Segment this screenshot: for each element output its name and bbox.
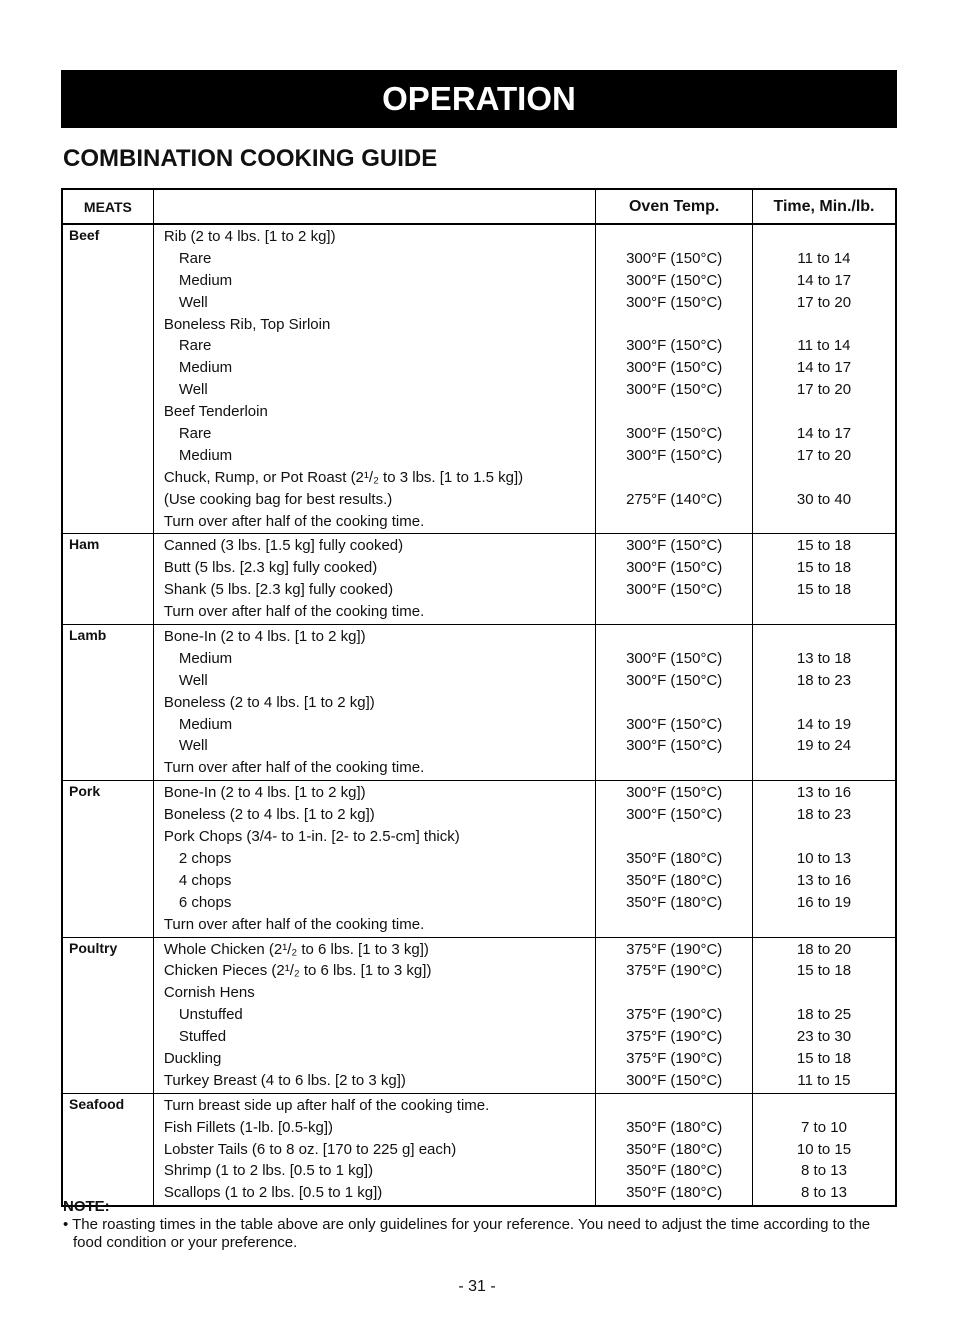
- time-value: 11 to 14: [797, 249, 851, 267]
- time-value: 10 to 13: [796, 849, 852, 867]
- time-value: [753, 626, 895, 648]
- time-value: [753, 314, 895, 336]
- item-line: Scallops (1 to 2 lbs. [0.5 to 1 kg]): [163, 1184, 383, 1202]
- item-line: Bone-In (2 to 4 lbs. [1 to 2 kg]): [163, 628, 366, 646]
- time-value: 17 to 20: [796, 381, 852, 399]
- item-line: Butt (5 lbs. [2.3 kg] fully cooked): [163, 559, 378, 577]
- item-line: Rare: [178, 249, 212, 267]
- oven-temp-value: 350°F (180°C): [626, 1140, 723, 1158]
- header-item: [153, 189, 596, 224]
- item-line: Well: [178, 671, 208, 689]
- temps-cell: [596, 1093, 753, 1206]
- table-header-row: [62, 189, 896, 224]
- oven-temp-value: [596, 1095, 752, 1117]
- time-value: [753, 1095, 895, 1117]
- item-line: Fish Fillets (1-lb. [0.5-kg]): [163, 1118, 334, 1136]
- items-cell: [153, 937, 596, 1093]
- oven-temp-value: 350°F (180°C): [626, 871, 723, 889]
- item-line: Turn over after half of the cooking time.: [163, 915, 425, 933]
- item-line: Whole Chicken (2¹/₂ to 6 lbs. [1 to 3 kg]): [163, 940, 429, 958]
- item-line: Turkey Breast (4 to 6 lbs. [2 to 3 kg]): [163, 1071, 406, 1089]
- table-row: [62, 781, 896, 937]
- item-line: Rare: [178, 425, 212, 443]
- time-value: 11 to 14: [797, 337, 851, 355]
- item-line: (Use cooking bag for best results.): [163, 490, 393, 508]
- oven-temp-value: 300°F (150°C): [626, 425, 723, 443]
- item-line: Cornish Hens: [163, 984, 255, 1002]
- item-line: 6 chops: [178, 893, 232, 911]
- table-body: [62, 224, 896, 1206]
- time-value: 18 to 23: [796, 806, 852, 824]
- times-cell: [752, 224, 896, 534]
- note-title: NOTE:: [63, 1198, 110, 1215]
- oven-temp-value: [596, 226, 752, 248]
- time-value: [753, 914, 895, 936]
- temps-cell: [596, 937, 753, 1093]
- time-value: 15 to 18: [796, 537, 852, 555]
- oven-temp-value: 300°F (150°C): [626, 671, 723, 689]
- oven-temp-value: 300°F (150°C): [626, 581, 723, 599]
- page-number: - 31 -: [458, 1278, 496, 1295]
- guide-title: COMBINATION COOKING GUIDE: [63, 145, 438, 172]
- time-value: 11 to 15: [797, 1071, 851, 1089]
- item-line: Medium: [178, 649, 233, 667]
- temps-cell: [596, 534, 753, 625]
- item-line: Rib (2 to 4 lbs. [1 to 2 kg]): [163, 228, 336, 245]
- item-line: Medium: [178, 271, 233, 289]
- item-line: Medium: [178, 715, 233, 733]
- time-value: 18 to 25: [796, 1006, 852, 1024]
- header-oven-temp: Oven Temp.: [596, 189, 753, 224]
- oven-temp-value: 300°F (150°C): [626, 293, 723, 311]
- time-value: 30 to 40: [796, 490, 852, 508]
- oven-temp-value: [596, 511, 752, 533]
- oven-temp-value: 300°F (150°C): [626, 446, 723, 464]
- oven-temp-value: 300°F (150°C): [626, 715, 723, 733]
- item-line: Rare: [178, 337, 212, 355]
- time-value: [753, 467, 895, 489]
- oven-temp-value: 300°F (150°C): [626, 806, 723, 824]
- oven-temp-value: 350°F (180°C): [626, 1162, 723, 1180]
- items-cell: [153, 1093, 596, 1206]
- table-row: [62, 534, 896, 625]
- items-cell: [153, 224, 596, 534]
- time-value: 14 to 17: [796, 359, 852, 377]
- meat-category: Beef: [62, 224, 153, 534]
- time-value: 23 to 30: [796, 1028, 852, 1046]
- time-value: 13 to 18: [796, 649, 852, 667]
- time-value: 14 to 19: [796, 715, 852, 733]
- item-line: Well: [178, 293, 208, 311]
- times-cell: [752, 1093, 896, 1206]
- times-cell: [752, 937, 896, 1093]
- items-cell: [153, 625, 596, 781]
- oven-temp-value: 300°F (150°C): [626, 1071, 723, 1089]
- oven-temp-value: 375°F (190°C): [626, 1006, 723, 1024]
- meat-category: Ham: [62, 534, 153, 625]
- oven-temp-value: 300°F (150°C): [626, 737, 723, 755]
- item-line: Turn breast side up after half of the cooking time.: [163, 1096, 490, 1114]
- times-cell: [752, 625, 896, 781]
- oven-temp-value: [596, 914, 752, 936]
- item-line: Duckling: [163, 1049, 222, 1067]
- time-value: 19 to 24: [796, 737, 852, 755]
- header-meats: MEATS: [62, 189, 153, 224]
- item-line: Well: [178, 737, 208, 755]
- times-cell: [752, 781, 896, 937]
- time-value: 7 to 10: [801, 1118, 847, 1136]
- meat-category: Lamb: [62, 625, 153, 781]
- oven-temp-value: 300°F (150°C): [626, 381, 723, 399]
- time-value: 14 to 17: [796, 425, 852, 443]
- oven-temp-value: [596, 626, 752, 648]
- time-value: [753, 226, 895, 248]
- oven-temp-value: 375°F (190°C): [626, 940, 723, 958]
- time-value: 18 to 20: [796, 940, 852, 958]
- time-value: [753, 692, 895, 714]
- time-value: [753, 982, 895, 1004]
- item-line: Canned (3 lbs. [1.5 kg] fully cooked): [163, 537, 404, 555]
- item-line: Boneless (2 to 4 lbs. [1 to 2 kg]): [163, 806, 375, 824]
- item-line: Pork Chops (3/4- to 1-in. [2- to 2.5-cm] thick): [163, 828, 460, 846]
- time-value: 13 to 16: [796, 871, 852, 889]
- oven-temp-value: 300°F (150°C): [626, 249, 723, 267]
- time-value: 10 to 15: [796, 1140, 852, 1158]
- time-value: 17 to 20: [796, 446, 852, 464]
- item-line: Turn over after half of the cooking time.: [163, 759, 425, 777]
- meat-category: Seafood: [62, 1093, 153, 1206]
- time-value: [753, 757, 895, 779]
- oven-temp-value: 350°F (180°C): [626, 1184, 723, 1202]
- oven-temp-value: [596, 692, 752, 714]
- table-row: [62, 937, 896, 1093]
- oven-temp-value: 375°F (190°C): [626, 1028, 723, 1046]
- oven-temp-value: [596, 757, 752, 779]
- time-value: 15 to 18: [796, 581, 852, 599]
- table-row: [62, 625, 896, 781]
- oven-temp-value: 350°F (180°C): [626, 1118, 723, 1136]
- oven-temp-value: 375°F (190°C): [626, 1049, 723, 1067]
- oven-temp-value: 300°F (150°C): [626, 559, 723, 577]
- item-line: Lobster Tails (6 to 8 oz. [170 to 225 g] each): [163, 1140, 457, 1158]
- item-line: 2 chops: [178, 849, 232, 867]
- note-text: • The roasting times in the table above are only guidelines for your reference. You need to adjust the time according to the food condition or your preference.: [63, 1216, 871, 1251]
- temps-cell: [596, 224, 753, 534]
- oven-temp-value: [596, 601, 752, 623]
- table-row: [62, 224, 896, 534]
- time-value: [753, 511, 895, 533]
- item-line: Boneless Rib, Top Sirloin: [163, 315, 331, 333]
- oven-temp-value: 300°F (150°C): [626, 271, 723, 289]
- item-line: Beef Tenderloin: [163, 403, 268, 421]
- time-value: 15 to 18: [796, 962, 852, 980]
- time-value: 14 to 17: [796, 271, 852, 289]
- meat-category: Pork: [62, 781, 153, 937]
- item-line: Boneless (2 to 4 lbs. [1 to 2 kg]): [163, 693, 375, 711]
- time-value: 13 to 16: [796, 784, 852, 802]
- items-cell: [153, 534, 596, 625]
- oven-temp-value: [596, 467, 752, 489]
- cooking-guide-table: [61, 188, 897, 1207]
- oven-temp-value: 275°F (140°C): [626, 490, 723, 508]
- item-line: Stuffed: [178, 1028, 227, 1046]
- header-time: Time, Min./lb.: [752, 189, 896, 224]
- time-value: 18 to 23: [796, 671, 852, 689]
- oven-temp-value: 300°F (150°C): [626, 784, 723, 802]
- oven-temp-value: 300°F (150°C): [626, 359, 723, 377]
- item-line: Turn over after half of the cooking time.: [163, 603, 425, 621]
- item-line: Shrimp (1 to 2 lbs. [0.5 to 1 kg]): [163, 1162, 374, 1180]
- note: [63, 1198, 903, 1252]
- table-row: [62, 1093, 896, 1206]
- oven-temp-value: 375°F (190°C): [626, 962, 723, 980]
- item-line: Unstuffed: [178, 1006, 243, 1024]
- item-line: Chuck, Rump, or Pot Roast (2¹/₂ to 3 lbs. [1 to 1.5 kg]): [163, 468, 524, 486]
- oven-temp-value: [596, 314, 752, 336]
- oven-temp-value: 300°F (150°C): [626, 337, 723, 355]
- time-value: 17 to 20: [796, 293, 852, 311]
- time-value: 15 to 18: [796, 559, 852, 577]
- item-line: Turn over after half of the cooking time.: [163, 512, 425, 530]
- time-value: 8 to 13: [801, 1162, 847, 1180]
- temps-cell: [596, 781, 753, 937]
- oven-temp-value: 350°F (180°C): [626, 849, 723, 867]
- oven-temp-value: [596, 401, 752, 423]
- section-banner: [61, 70, 897, 128]
- item-line: Bone-In (2 to 4 lbs. [1 to 2 kg]): [163, 784, 366, 802]
- item-line: Medium: [178, 359, 233, 377]
- time-value: 16 to 19: [796, 893, 852, 911]
- times-cell: [752, 534, 896, 625]
- time-value: [753, 826, 895, 848]
- temps-cell: [596, 625, 753, 781]
- oven-temp-value: [596, 982, 752, 1004]
- oven-temp-value: [596, 826, 752, 848]
- time-value: [753, 401, 895, 423]
- oven-temp-value: 300°F (150°C): [626, 649, 723, 667]
- items-cell: [153, 781, 596, 937]
- section-title: OPERATION: [382, 80, 576, 117]
- item-line: Well: [178, 381, 208, 399]
- oven-temp-value: 350°F (180°C): [626, 893, 723, 911]
- item-line: Shank (5 lbs. [2.3 kg] fully cooked): [163, 581, 394, 599]
- time-value: [753, 601, 895, 623]
- item-line: 4 chops: [178, 871, 232, 889]
- meat-category: Poultry: [62, 937, 153, 1093]
- time-value: 8 to 13: [801, 1184, 847, 1202]
- item-line: Medium: [178, 446, 233, 464]
- item-line: Chicken Pieces (2¹/₂ to 6 lbs. [1 to 3 kg]): [163, 962, 432, 980]
- oven-temp-value: 300°F (150°C): [626, 537, 723, 555]
- time-value: 15 to 18: [796, 1049, 852, 1067]
